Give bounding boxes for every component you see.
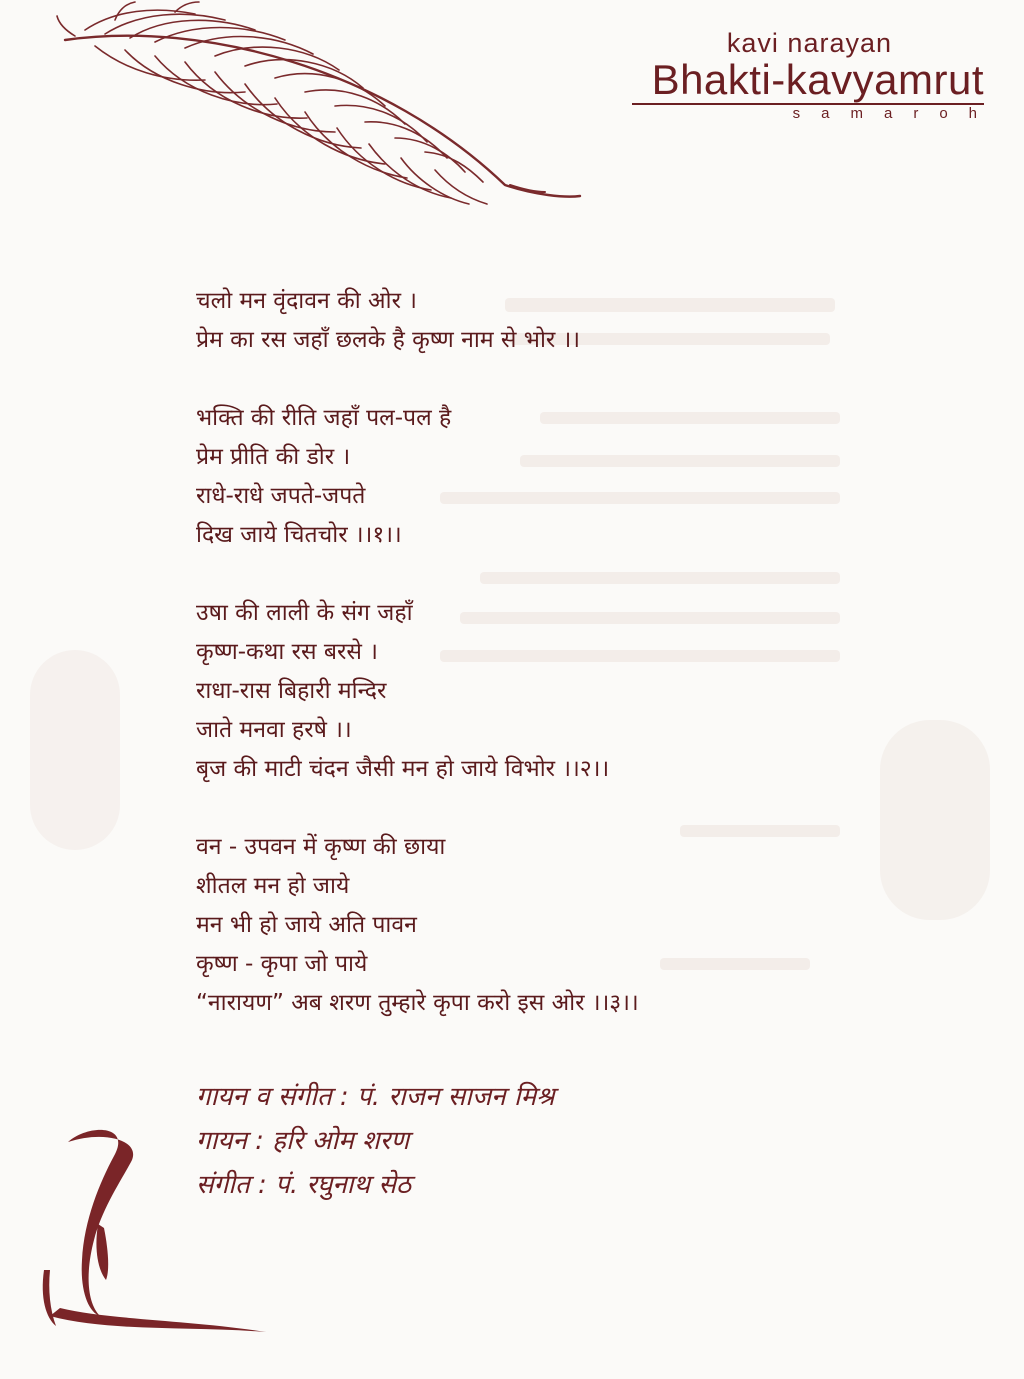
credit-line-music: संगीत : पं. रघुनाथ सेठ	[196, 1170, 412, 1200]
poem-stanza	[196, 828, 836, 1023]
brand-header	[554, 28, 998, 122]
brand-author: kavi narayan	[726, 28, 892, 58]
credits-block	[196, 1075, 836, 1207]
bleed-through-mark	[880, 720, 990, 920]
poem-stanza	[196, 399, 836, 555]
poem-line: शीतल मन हो जाये	[196, 873, 350, 899]
credit-line-vocals-music: गायन व संगीत : पं. राजन साजन मिश्र	[196, 1082, 555, 1112]
poem-line: राधा-रास बिहारी मन्दिर	[196, 678, 387, 704]
feather-icon	[55, 0, 595, 210]
poem-line: जाते मनवा हरषे ।।	[196, 717, 352, 743]
poem-line: कृष्ण-कथा रस बरसे ।	[196, 639, 379, 665]
poem-line: “नारायण” अब शरण तुम्हारे कृपा करो इस ओर ।।३।।	[196, 990, 639, 1016]
poem-line: कृष्ण - कृपा जो पाये	[196, 951, 368, 977]
poem-line: भक्ति की रीति जहाँ पल-पल है	[196, 405, 452, 431]
poem-line: दिख जाये चितचोर ।।१।।	[196, 522, 402, 548]
bleed-through-mark	[30, 650, 120, 850]
poem-line: मन भी हो जाये अति पावन	[196, 912, 417, 938]
poem-body	[196, 282, 836, 1062]
brand-subtitle: samaroh	[792, 105, 998, 122]
poem-line: वन - उपवन में कृष्ण की छाया	[196, 834, 446, 860]
credit-line-vocals: गायन : हरि ओम शरण	[196, 1126, 410, 1156]
poem-stanza	[196, 282, 836, 360]
poem-stanza	[196, 594, 836, 789]
poem-line: प्रेम प्रीति की डोर ।	[196, 444, 351, 470]
swoosh-icon	[40, 1120, 280, 1340]
poem-line: चलो मन वृंदावन की ओर ।	[196, 288, 418, 314]
poem-line: राधे-राधे जपते-जपते	[196, 483, 366, 509]
poem-line: बृज की माटी चंदन जैसी मन हो जाये विभोर ।।२।।	[196, 756, 610, 782]
poem-line: प्रेम का रस जहाँ छलके है कृष्ण नाम से भोर ।।	[196, 327, 581, 353]
brand-title: Bhakti-kavyamrut	[651, 56, 984, 103]
poem-line: उषा की लाली के संग जहाँ	[196, 600, 413, 626]
